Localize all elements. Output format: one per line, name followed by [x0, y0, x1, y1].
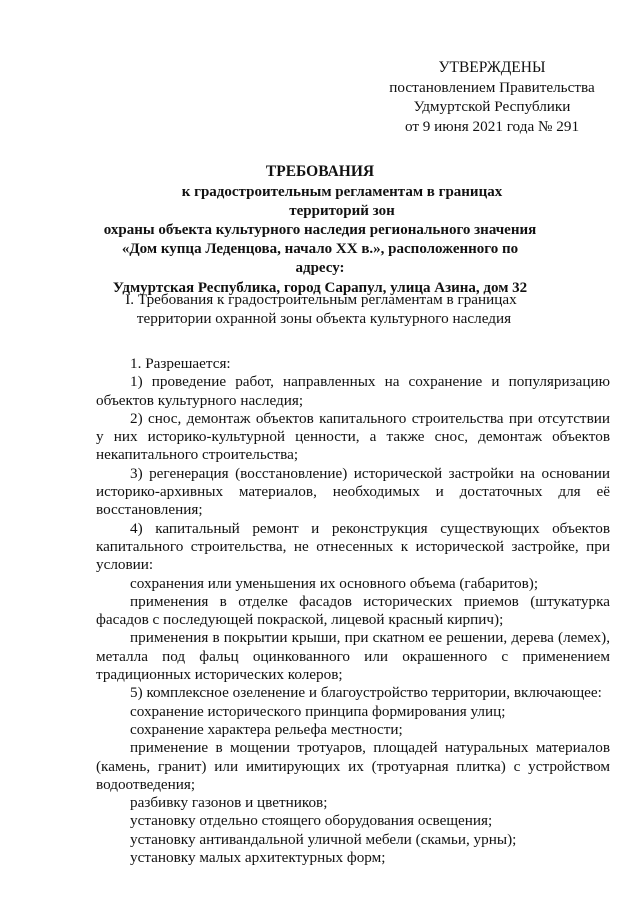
- approval-line: Удмуртской Республики: [413, 98, 571, 115]
- section-heading-line: I. Требования к градостроительным регламентам в границах: [125, 291, 517, 308]
- paragraph-item: разбивку газонов и цветников;: [130, 794, 328, 812]
- approval-heading: УТВЕРЖДЕНЫ: [438, 59, 546, 76]
- section-heading-line: территории охранной зоны объекта культурного наследия: [136, 310, 512, 327]
- paragraph-item: применения в покрытии крыши, при скатном ее решении, дерева (лемех), металла под фальц оцинкованного или окрашенного с применением традиционных исторических колеров;: [96, 629, 610, 684]
- approval-stamp: [372, 58, 612, 136]
- approval-line: постановлением Правительства: [389, 78, 595, 96]
- section-heading: [116, 290, 526, 328]
- paragraph-item: сохранения или уменьшения их основного объема (габаритов);: [130, 574, 539, 592]
- document-body: [96, 355, 610, 867]
- paragraph-item: 2) снос, демонтаж объектов капитального строительства при отсутствии у них историко-культурной ценности, а также снос, демонтаж объектов некапитального строительства;: [96, 409, 610, 464]
- title-line: к градостроительным регламентам в границах территорий зон: [181, 183, 503, 219]
- paragraph-item: применение в мощении тротуаров, площадей натуральных материалов (камень, гранит) или имитирующих их (тротуарная плитка) с устройством водоотведения;: [96, 739, 610, 793]
- title-line: охраны объекта культурного наследия регионального значения: [103, 221, 537, 238]
- title-line: «Дом купца Леденцова, начало XX в.», расположенного по адресу:: [121, 241, 519, 277]
- paragraph-item: применения в отделке фасадов исторических приемов (штукатурка фасадов с последующей покраской, лицевой красный кирпич);: [96, 592, 610, 629]
- paragraph-item: установку антивандальной уличной мебели (скамьи, урны);: [130, 830, 517, 848]
- approval-date: от 9 июня 2021 года № 291: [404, 117, 580, 135]
- title-line: Удмуртская Республика, город Сарапул, улица Азина, дом 32: [112, 279, 528, 296]
- paragraph-item: 3) регенерация (восстановление) исторической застройки на основании историко-архивных материалов, необходимых и достаточных для её восстановления;: [96, 464, 610, 519]
- paragraph-item: сохранение характера рельефа местности;: [130, 720, 403, 738]
- title-heading: ТРЕБОВАНИЯ: [265, 163, 375, 180]
- paragraph-item: 1. Разрешается:: [130, 355, 231, 372]
- paragraph-item: 1) проведение работ, направленных на сохранение и популяризацию объектов культурного наследия;: [96, 373, 610, 409]
- paragraph-item: 5) комплексное озеленение и благоустройство территории, включающее:: [130, 684, 602, 702]
- paragraph-item: 4) капитальный ремонт и реконструкция существующих объектов капитального строительства, не отнесенных к исторической застройке, при условии:: [96, 519, 610, 574]
- paragraph-item: установку малых архитектурных форм;: [130, 849, 386, 867]
- paragraph-item: установку отдельно стоящего оборудования освещения;: [130, 812, 493, 830]
- document-title: [100, 162, 540, 298]
- paragraph-item: сохранение исторического принципа формирования улиц;: [130, 702, 506, 720]
